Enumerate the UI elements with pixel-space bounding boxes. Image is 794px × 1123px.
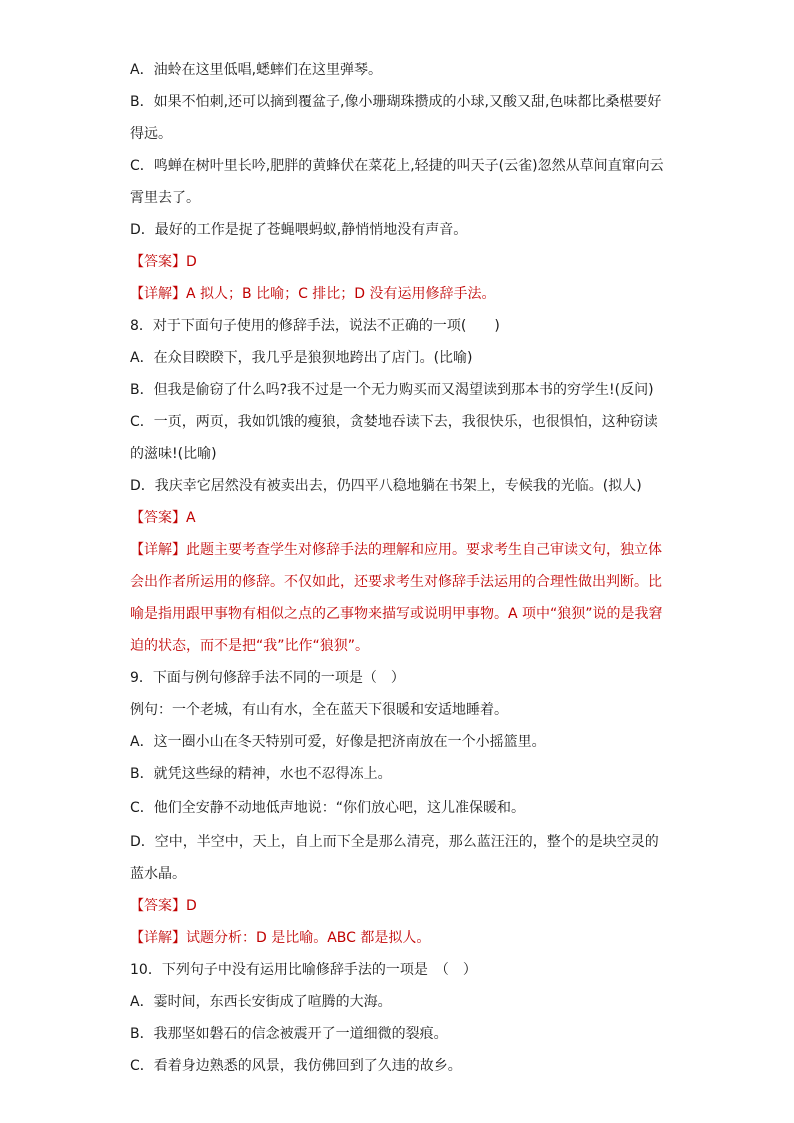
answer-line: 【详解】试题分析：D 是比喻。ABC 都是拟人。 — [130, 930, 431, 946]
answer-line: 【答案】D — [130, 254, 197, 270]
text-line: 10．下列句子中没有运用比喻修辞手法的一项是 （ ） — [130, 962, 477, 978]
text-line: D．空中，半空中，天上，自上而下全是那么清亮，那么蓝汪汪的，整个的是块空灵的 — [130, 834, 659, 850]
text-line: A．在众目睽睽下，我几乎是狼狈地跨出了店门。(比喻) — [130, 350, 473, 366]
answer-line: 【详解】A 拟人；B 比喻；C 排比；D 没有运用修辞手法。 — [130, 286, 496, 302]
text-line: C．他们全安静不动地低声地说：“你们放心吧，这儿准保暖和。 — [130, 800, 526, 816]
text-line: A．霎时间，东西长安街成了喧腾的大海。 — [130, 994, 392, 1010]
text-line: C．鸣蝉在树叶里长吟,肥胖的黄蜂伏在菜花上,轻捷的叫天子(云雀)忽然从草间直窜向云 — [130, 158, 664, 174]
answer-line: 迫的状态，而不是把“我”比作“狼狈”。 — [130, 638, 370, 654]
text-line: 的滋味!(比喻) — [130, 446, 217, 462]
text-line: B．如果不怕刺,还可以摘到覆盆子,像小珊瑚珠攒成的小球,又酸又甜,色味都比桑椹要好 — [130, 94, 662, 110]
text-line: C．一页，两页，我如饥饿的瘦狼，贪婪地吞读下去，我很快乐，也很惧怕，这种窃读 — [130, 414, 658, 430]
text-line: 8．对于下面句子使用的修辞手法，说法不正确的一项( ) — [130, 318, 500, 334]
text-line: 得远。 — [130, 126, 172, 142]
text-line: 例句：一个老城，有山有水，全在蓝天下很暖和安适地睡着。 — [130, 702, 508, 718]
answer-line: 会出作者所运用的修辞。不仅如此，还要求考生对修辞手法运用的合理性做出判断。比 — [130, 574, 662, 590]
answer-line: 【答案】D — [130, 898, 197, 914]
answer-line: 【答案】A — [130, 510, 196, 526]
text-line: C．看着身边熟悉的风景，我仿佛回到了久违的故乡。 — [130, 1058, 462, 1074]
text-line: 蓝水晶。 — [130, 866, 186, 882]
answer-line: 【详解】此题主要考查学生对修辞手法的理解和应用。要求考生自己审读文句，独立体 — [130, 542, 662, 558]
text-line: A．油蛉在这里低唱,蟋蟀们在这里弹琴。 — [130, 62, 383, 78]
text-line: B．但我是偷窃了什么吗?我不过是一个无力购买而又渴望读到那本书的穷学生!(反问) — [130, 382, 654, 398]
text-line: D．我庆幸它居然没有被卖出去，仍四平八稳地躺在书架上，专候我的光临。(拟人) — [130, 478, 642, 494]
answer-line: 喻是指用跟甲事物有相似之点的乙事物来描写或说明甲事物。A 项中“狼狈”说的是我窘 — [130, 606, 663, 622]
text-line: D．最好的工作是捉了苍蝇喂蚂蚁,静悄悄地没有声音。 — [130, 222, 468, 238]
text-line: A．这一圈小山在冬天特别可爱，好像是把济南放在一个小摇篮里。 — [130, 734, 546, 750]
text-line: B．就凭这些绿的精神，水也不忍得冻上。 — [130, 766, 392, 782]
text-line: 霄里去了。 — [130, 190, 200, 206]
text-line: 9．下面与例句修辞手法不同的一项是（ ） — [130, 670, 405, 686]
text-line: B．我那坚如磐石的信念被震开了一道细微的裂痕。 — [130, 1026, 448, 1042]
